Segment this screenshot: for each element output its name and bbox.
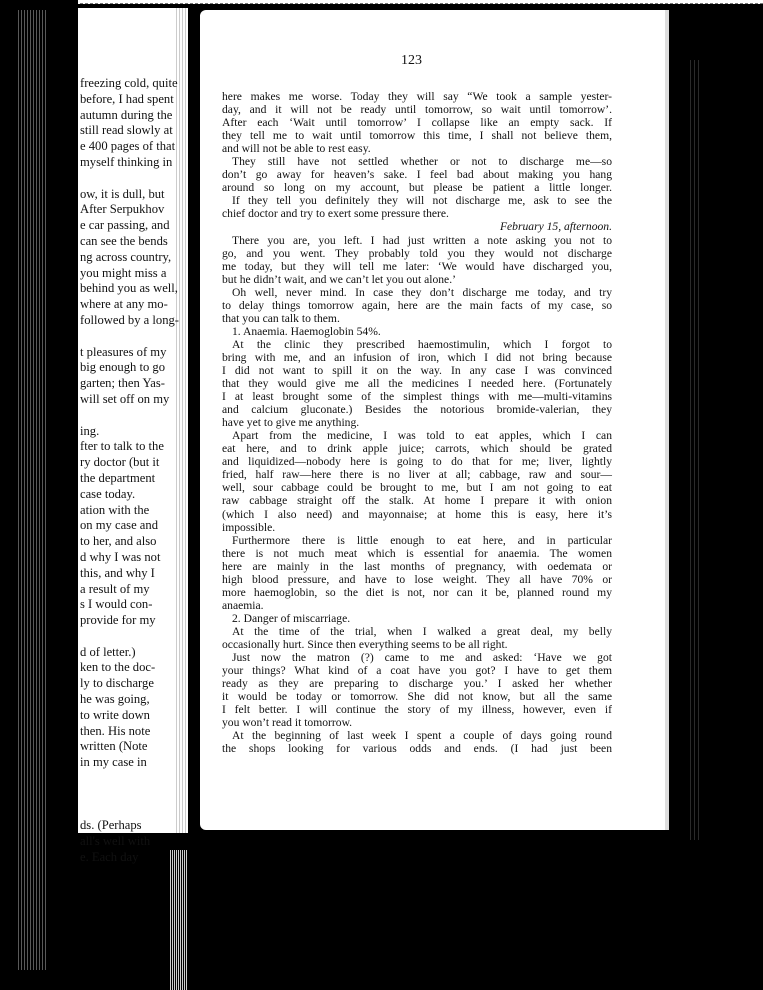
- facing-text-line: on my case and: [80, 518, 158, 533]
- facing-page-left: [78, 8, 188, 865]
- text-line: bring with me, and an infusion of iron, which I did not bring because: [222, 350, 612, 364]
- text-line: At the time of the trial, when I walked a great deal, my belly: [232, 624, 612, 638]
- text-line: After each ‘Wait until tomorrow’ I collapse like an empty sack. If: [222, 116, 612, 130]
- facing-text-line: behind you as well,: [80, 281, 178, 296]
- text-line: high blood pressure, and have to lose weight. They all have 70% or: [222, 572, 612, 586]
- facing-page-text: [80, 76, 180, 866]
- facing-text-line: myself thinking in: [80, 154, 173, 169]
- text-line: At the beginning of last week I spent a couple of days going round: [232, 729, 612, 743]
- facing-text-line: written (Note: [80, 739, 148, 754]
- text-line: that you can talk to them.: [222, 311, 340, 325]
- facing-text-line: After Serpukhov: [80, 202, 165, 217]
- text-line: there is not much meat which is essential for anaemia. The women: [222, 546, 612, 560]
- text-line: Apart from the medicine, I was told to eat apples, which I can: [232, 429, 612, 443]
- facing-text-line: ds. (Perhaps: [80, 818, 142, 833]
- facing-text-line: e. Each day: [80, 850, 139, 865]
- text-line: and liquidized—nobody here is going to do that for me; liver, lightly: [222, 455, 612, 469]
- facing-text-line: e car passing, and: [80, 218, 170, 233]
- facing-text-line: a result of my: [80, 581, 150, 596]
- facing-text-line: provide for my: [80, 613, 156, 628]
- text-line: the shops looking for various odds and ends. (I had just been: [222, 742, 612, 756]
- facing-text-line: then. His note: [80, 723, 151, 738]
- facing-text-line: s I would con-: [80, 597, 153, 612]
- facing-text-line: can see the bends: [80, 233, 168, 248]
- facing-text-line: will set off on my: [80, 391, 170, 406]
- facing-text-line: to her, and also: [80, 534, 157, 549]
- text-line: 1. Anaemia. Haemoglobin 54%.: [232, 324, 381, 338]
- text-line: day, and it will not be ready until tomorrow, so wait until tomorrow’.: [222, 103, 612, 117]
- text-line: but he didn’t wait, and we can’t let you out alone.’: [222, 272, 456, 286]
- text-line: eat here, and to drink apple juice; carrots, which should be grated: [222, 442, 612, 456]
- facing-text-line: ow, it is dull, but: [80, 186, 165, 201]
- facing-text-line: e 400 pages of that: [80, 139, 176, 154]
- facing-text-line: [80, 629, 180, 645]
- text-line: and will not be able to rest easy.: [222, 142, 371, 156]
- scan-left-margin: [0, 0, 78, 990]
- facing-text-line: you might miss a: [80, 265, 167, 280]
- text-line: chief doctor and try to exert some pressure there.: [222, 207, 449, 221]
- text-line: and calcium gluconate.) Besides the notorious bromide-valerian, they: [222, 403, 612, 417]
- facing-text-line: [80, 787, 180, 803]
- page-right-edge: [665, 10, 669, 830]
- text-line: anaemia.: [222, 598, 264, 612]
- spine-texture: [18, 10, 48, 970]
- text-line: me today, but they will tell me later: ‘We would have discharged you,: [222, 259, 612, 273]
- text-line: you won’t read it tomorrow.: [222, 716, 353, 730]
- text-line: They still have not settled whether or not to discharge me—so: [232, 155, 612, 169]
- page-number: 123: [401, 53, 422, 68]
- facing-text-line: d of letter.): [80, 644, 136, 659]
- text-line: fried, half raw—here there is no liver at all; cabbage, raw and sour—: [222, 468, 612, 482]
- text-line: impossible.: [222, 520, 276, 534]
- facing-text-line: [80, 408, 180, 424]
- scan-top-edge: [0, 0, 763, 4]
- facing-text-line: big enough to go: [80, 360, 166, 375]
- facing-text-line: still read slowly at: [80, 123, 173, 138]
- book-spine: [170, 850, 188, 990]
- facing-text-line: he was going,: [80, 692, 150, 707]
- text-line: have yet to give me anything.: [222, 416, 360, 430]
- facing-text-line: case today.: [80, 486, 136, 501]
- text-line: raw cabbage straight off the stalk. At home I prepare it with onion: [222, 494, 612, 508]
- facing-text-line: before, I had spent: [80, 91, 174, 106]
- text-line: around so long on my account, but please be patient a little longer.: [222, 181, 612, 195]
- text-line: go, and you went. They probably told you they would not discharge: [222, 246, 612, 260]
- facing-text-line: the department: [80, 470, 156, 485]
- facing-text-line: t pleasures of my: [80, 344, 167, 359]
- text-line: If they tell you definitely they will not discharge me, ask to see the: [232, 194, 612, 208]
- facing-text-line: in my case in: [80, 755, 147, 770]
- text-line: don’t go away for heaven’s sake. I feel bad about making you hang: [222, 168, 612, 182]
- text-line: here makes me worse. Today they will say “We took a sample yester-: [222, 90, 612, 103]
- text-line: Oh well, never mind. In case they don’t discharge me today, and try: [232, 285, 612, 299]
- facing-text-line: ation with the: [80, 502, 150, 517]
- facing-text-line: ken to the doc-: [80, 660, 156, 675]
- text-line: (which I also need) and mayonnaise; at home this is easy, here it’s: [222, 507, 612, 521]
- facing-text-line: [80, 171, 180, 187]
- facing-text-line: all's well with: [80, 834, 151, 849]
- text-line: more haemoglobin, so the diet is not, nor can it be, planned round my: [222, 585, 612, 599]
- facing-text-line: ly to discharge: [80, 676, 154, 691]
- text-line: your things? What kind of a coat have you got? I have to get them: [222, 664, 612, 678]
- facing-text-line: [80, 329, 180, 345]
- text-line: well, sour cabbage could be brought to me, but I am not going to eat: [222, 481, 612, 495]
- page-body-text: [222, 90, 612, 755]
- text-line: occasionally hurt. Since then everything seems to be all right.: [222, 637, 508, 651]
- facing-text-line: [80, 803, 180, 819]
- text-line: February 15, afternoon.: [499, 220, 612, 234]
- facing-text-line: to write down: [80, 707, 150, 722]
- facing-text-line: followed by a long-: [80, 312, 179, 327]
- text-line: Furthermore there is little enough to eat here, and in particular: [232, 533, 612, 547]
- facing-text-line: ng across country,: [80, 249, 172, 264]
- text-line: I at least brought some of the simplest things with me—multi-vitamins: [222, 390, 612, 404]
- text-line: There you are, you left. I had just written a note asking you not to: [232, 233, 612, 247]
- page-123: [200, 10, 665, 830]
- text-line: Just now the matron (?) came to me and asked: ‘Have we got: [232, 651, 612, 665]
- text-line: I did not want to spill it on the way. In any case I was convinced: [222, 363, 612, 377]
- text-line: I felt better. I will continue the story of my illness, however, even if: [222, 703, 612, 717]
- facing-text-line: autumn during the: [80, 107, 173, 122]
- facing-text-line: [80, 771, 180, 787]
- facing-text-line: this, and why I: [80, 565, 155, 580]
- facing-text-line: d why I was not: [80, 549, 161, 564]
- facing-text-line: garten; then Yas-: [80, 376, 165, 391]
- text-line: 2. Danger of miscarriage.: [232, 611, 351, 625]
- facing-text-line: freezing cold, quite: [80, 76, 178, 90]
- text-line: ready as they are preparing to discharge you.’ I asked her whether: [222, 677, 612, 691]
- text-line: it would be today or tomorrow. She did not know, but all the same: [222, 690, 612, 704]
- facing-text-line: ry doctor (but it: [80, 455, 160, 470]
- text-line: to delay things tomorrow again, here are the main facts of my case, so: [222, 298, 612, 312]
- facing-text-line: ing.: [80, 423, 100, 438]
- facing-text-line: where at any mo-: [80, 297, 168, 312]
- scan-right-texture: [690, 60, 700, 840]
- facing-text-line: fter to talk to the: [80, 439, 164, 454]
- text-line: they tell me to wait until tomorrow this time, I shall not believe them,: [222, 129, 612, 143]
- text-line: that they would give me all the medicines I needed here. (Fortunately: [222, 377, 612, 391]
- text-line: here are mainly in the last months of pregnancy, with oedemata or: [222, 559, 612, 573]
- text-line: At the clinic they prescribed haemostimulin, which I forgot to: [232, 337, 612, 351]
